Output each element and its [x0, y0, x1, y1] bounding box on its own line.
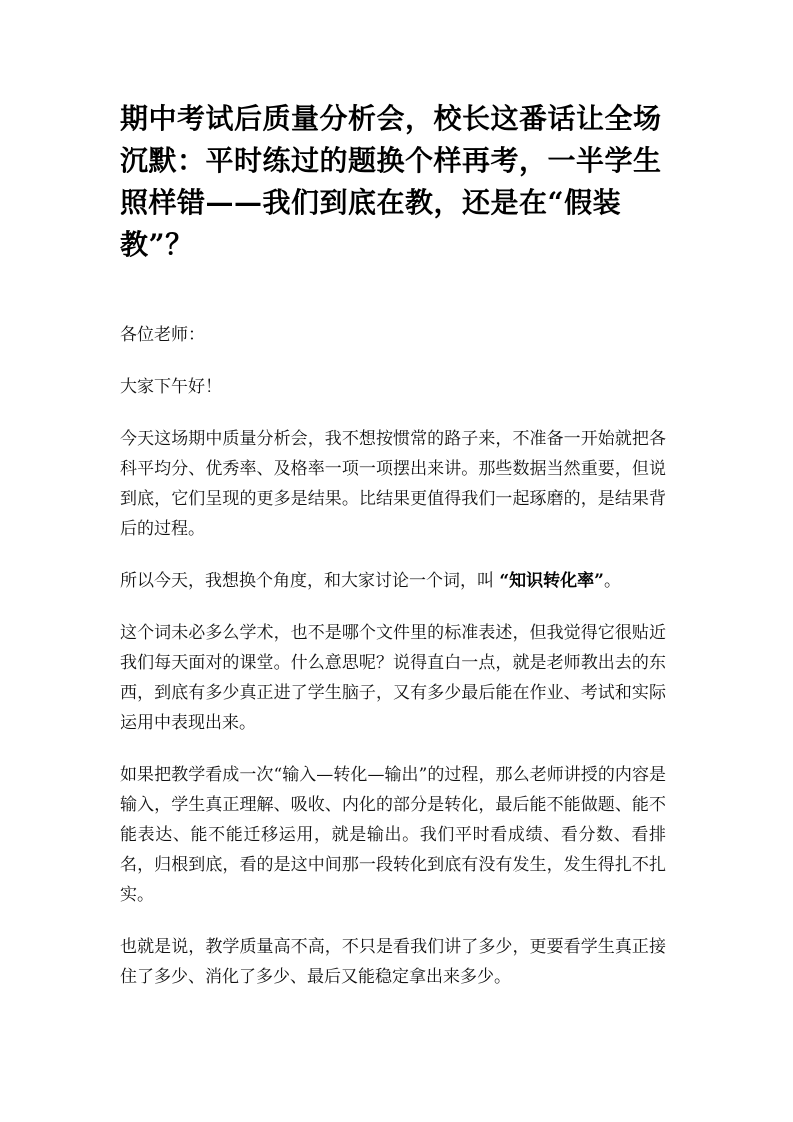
salutation-line: 大家下午好！: [120, 377, 222, 397]
paragraph-process: 如果把教学看成一次“输入—转化—输出”的过程，那么老师讲授的内容是输入，学生真正理解、吸收、内化的部分是转化，最后能不能做题、能不能表达、能不能迁移运用，就是输出。我们平时看成绩、看分数、看排名，归根到底，看的是这中间那一段转化到底有没有发生，发生得扎不扎实。: [120, 765, 666, 905]
paragraph-intro: 今天这场期中质量分析会，我不想按惯常的路子来，不准备一开始就把各科平均分、优秀率、及格率一项一项摆出来讲。那些数据当然重要，但说到底，它们呈现的更多是结果。比结果更值得我们一起琢磨的，是结果背后的过程。: [120, 429, 666, 539]
topic-lead-text: 所以今天，我想换个角度，和大家讨论一个词，叫: [120, 571, 500, 591]
topic-end-punctuation: 。: [603, 571, 621, 591]
key-term: “知识转化率”: [499, 571, 604, 591]
greeting-line: 各位老师：: [120, 325, 205, 345]
document-title: 期中考试后质量分析会，校长这番话让全场沉默：平时练过的题换个样再考，一半学生照样错——我们到底在教，还是在“假装教”？: [120, 102, 662, 261]
paragraph-topic: [120, 566, 666, 596]
document-body: [120, 98, 666, 1014]
paragraph-conclusion: 也就是说，教学质量高不高，不只是看我们讲了多少，更要看学生真正接住了多少、消化了多少、最后又能稳定拿出来多少。: [120, 937, 666, 987]
paragraph-definition: 这个词未必多么学术，也不是哪个文件里的标准表述，但我觉得它很贴近我们每天面对的课堂。什么意思呢？说得直白一点，就是老师教出去的东西，到底有多少真正进了学生脑子，又有多少最后能在作业、考试和实际运用中表现出来。: [120, 623, 666, 733]
